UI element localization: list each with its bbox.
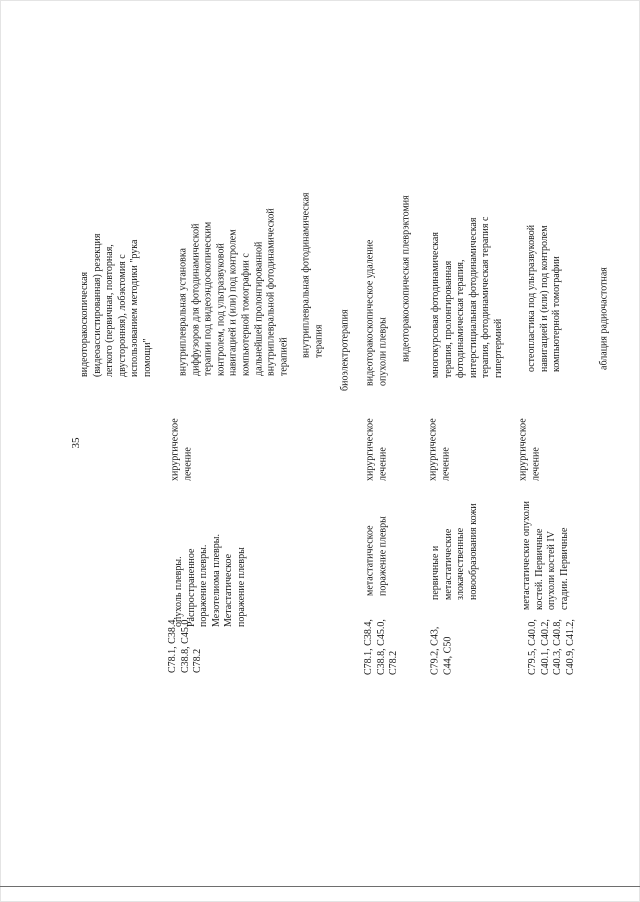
treatment-type: хирургическое лечение	[364, 418, 388, 481]
patient-model: первичные и метастатические злокачественные новообразования кожи	[429, 503, 479, 600]
treatment-type: хирургическое лечение	[517, 418, 541, 481]
treatment-method: многокурсовая фотодинамическая терапия, пролонгированная фотодинамическая терапия, интерстициальная фотодинамическая терапия, фотодинамическая терапия с гипертермией	[430, 216, 505, 378]
treatment-method: видеоторакоскопическая плеврэктомия	[400, 195, 412, 362]
icd-codes: C79.2, C43, C44, C50	[429, 626, 453, 675]
patient-model: метастатические опухоли костей. Первичные опухоли костей IV стадии. Первичные	[520, 500, 570, 610]
patient-model: метастатическое поражение плевры	[364, 516, 388, 596]
icd-codes: C78.1, C38.4, C38.8, C45.0, C78.2	[363, 619, 400, 675]
icd-codes: C79.5, C40.0, C40.1, C40.2, C40.3, C40.8, C40.9, C41.2,	[526, 619, 576, 675]
treatment-method: видеоторакоскопическое удаление опухоли плевры	[364, 239, 388, 386]
treatment-method: внутриплевральная установка диффузоров для фотодинамической терапии под видеоэндоскопическим контролем, под ультразвуковой навигацией и (или) под контролем компьютерной томографии с дальнейшей пролонгированной внутриплевральной фотодинамической терапией	[177, 208, 290, 376]
treatment-method: остеопластика под ультразвуковой навигацией и (или) под контролем компьютерной томографии	[526, 224, 563, 372]
treatment-type: хирургическое лечение	[427, 418, 451, 481]
page-number: 35	[70, 437, 82, 449]
patient-model: опухоль плевры. Распространенное поражение плевры. Мезотелиома плевры. Метастатическое поражение плевры	[173, 534, 248, 627]
treatment-method: внутриплевральная фотодинамическая терапия	[300, 192, 324, 358]
treatment-method: видеоторакоскопическая (видеоассистированная) резекция легкого (первичная, повторная, двусторонняя), лобэктомия с использованием методики "рука помощи"	[79, 233, 154, 377]
treatment-method: биоэлектротерапия	[339, 309, 351, 391]
page-edge-line	[0, 886, 640, 887]
treatment-type: хирургическое лечение	[169, 418, 193, 481]
icd-codes: C78.1, C38.4, C38.8, C45.0, C78.2	[167, 617, 204, 673]
treatment-method: аблация радиочастотная	[598, 267, 610, 370]
